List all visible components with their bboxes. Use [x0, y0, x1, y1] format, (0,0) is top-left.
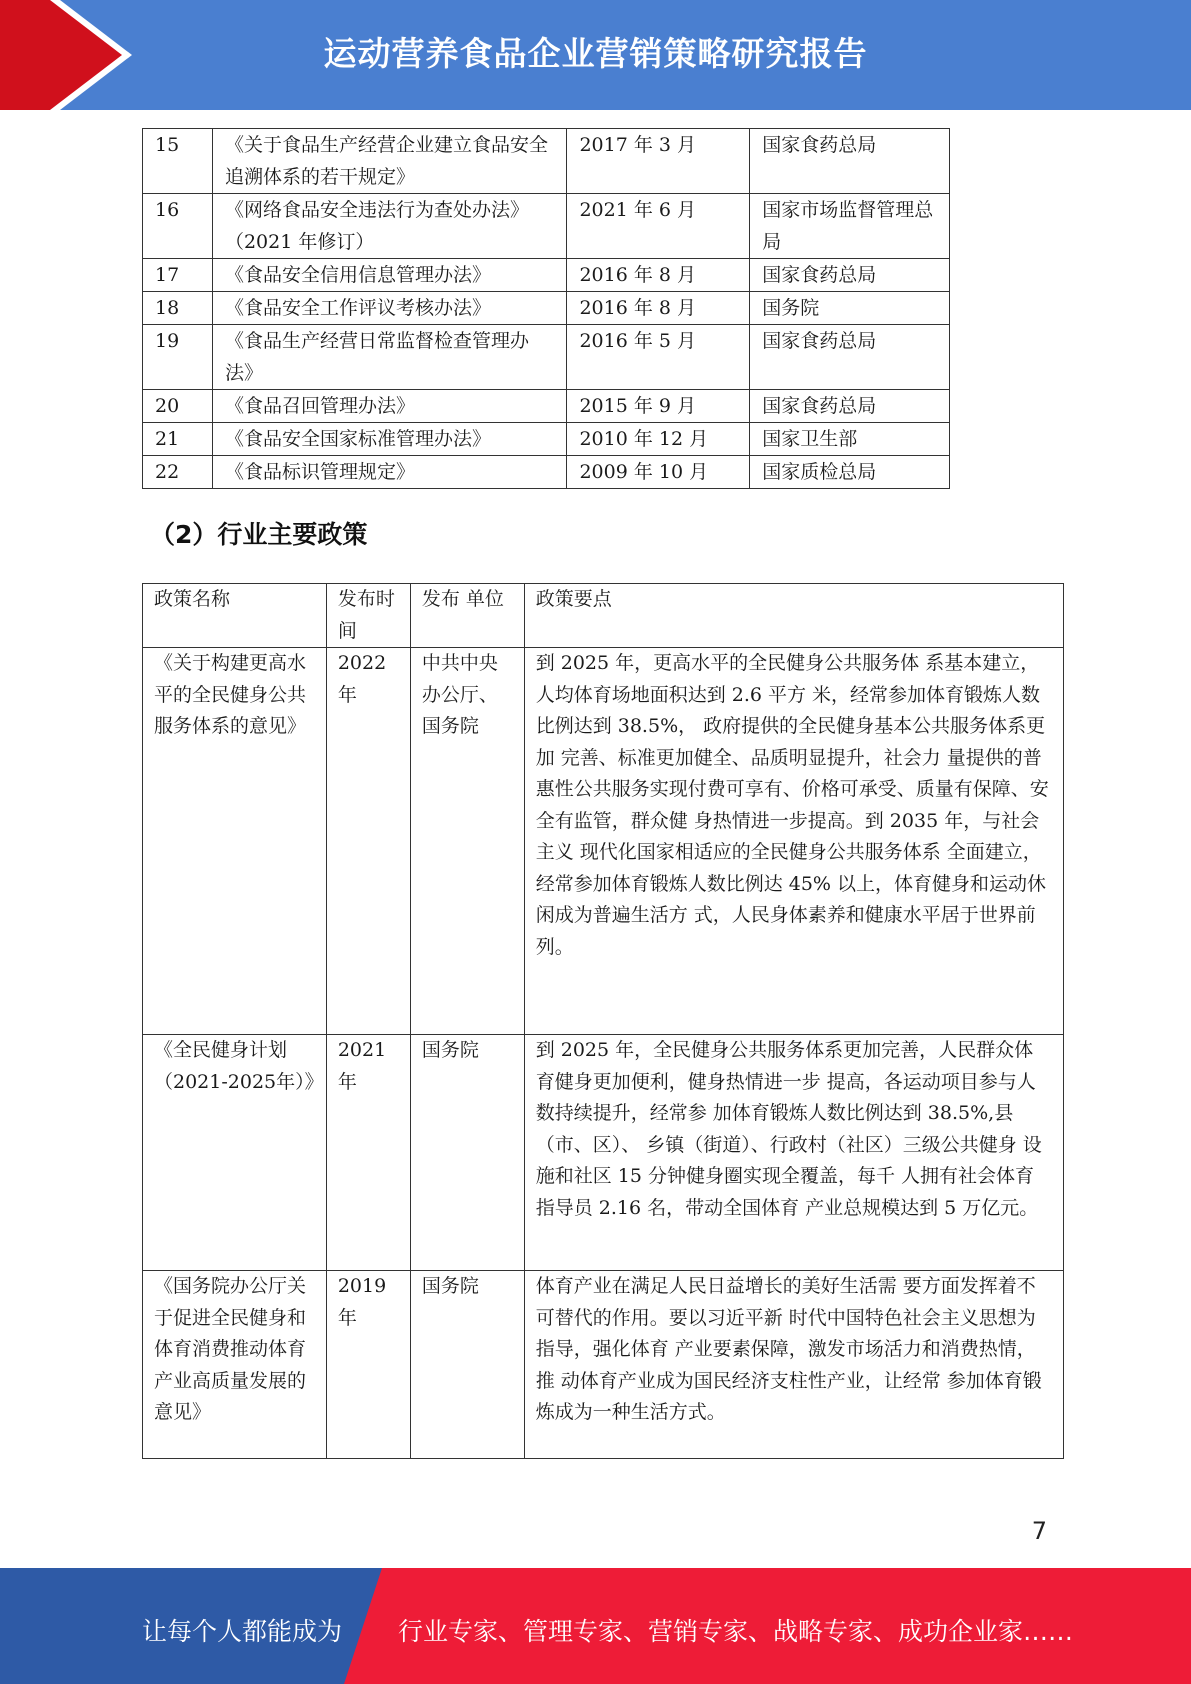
issuer: 国务院: [410, 1035, 524, 1271]
row-number: 21: [143, 423, 213, 456]
table-row: [143, 456, 950, 489]
row-number: 16: [143, 194, 213, 259]
footer-slogan-left: 让每个人都能成为: [142, 1617, 343, 1646]
table-row: [143, 390, 950, 423]
regulation-name: 《食品标识管理规定》: [212, 456, 567, 489]
policy-name: 《国务院办公厅关于促进全民健身和体育消费推动体育产业高质量发展的意见》: [143, 1271, 327, 1459]
release-time: 2021 年: [326, 1035, 410, 1271]
regulation-name: 《食品安全工作评议考核办法》: [212, 292, 567, 325]
table-row: [143, 1271, 1064, 1459]
regulation-name: 《食品生产经营日常监督检查管理办法》: [212, 325, 567, 390]
issue-date: 2009 年 10 月: [567, 456, 750, 489]
header-issuer: 发布 单位: [410, 584, 524, 648]
issue-date: 2016 年 8 月: [567, 292, 750, 325]
issuer: 中共中央办公厅、国务院: [410, 648, 524, 1035]
regulation-name: 《网络食品安全违法行为查处办法》 （2021 年修订）: [212, 194, 567, 259]
page-header: [0, 0, 1191, 110]
table-row: [143, 648, 1064, 1035]
issuing-body: 国务院: [750, 292, 950, 325]
table-row: [143, 292, 950, 325]
policy-name: 《关于构建更高水平的全民健身公共服务体系的意见》: [143, 648, 327, 1035]
regulation-name: 《食品安全国家标准管理办法》: [212, 423, 567, 456]
header-policy-name: 政策名称: [143, 584, 327, 648]
policy-name: 《全民健身计划（2021-2025年）》: [143, 1035, 327, 1271]
issuing-body: 国家食药总局: [750, 325, 950, 390]
report-title: 运动营养食品企业营销策略研究报告: [323, 34, 868, 73]
regulation-name: 《食品召回管理办法》: [212, 390, 567, 423]
regulation-name: 《关于食品生产经营企业建立食品安全追溯体系的若干规定》: [212, 129, 567, 194]
table-row: [143, 1035, 1064, 1271]
table-row: [143, 194, 950, 259]
issue-date: 2021 年 6 月: [567, 194, 750, 259]
issuing-body: 国家食药总局: [750, 129, 950, 194]
row-number: 15: [143, 129, 213, 194]
row-number: 20: [143, 390, 213, 423]
issue-date: 2010 年 12 月: [567, 423, 750, 456]
table-row: [143, 129, 950, 194]
policy-points: 到 2025 年，全民健身公共服务体系更加完善，人民群众体育健身更加便利，健身热情进一步 提高，各运动项目参与人数持续提升，经常参 加体育锻炼人数比例达到 38.5%,县（市、区）、 乡镇（街道）、行政村（社区）三级公共健身 设施和社区 15 分钟健身圈实现全覆盖，每千 人拥有社会体育指导员 2.16 名，带动全国体育 产业总规模达到 5 万亿元。: [524, 1035, 1063, 1271]
issuing-body: 国家市场监督管理总局: [750, 194, 950, 259]
release-time: 2019 年: [326, 1271, 410, 1459]
policy-table: [142, 583, 1064, 1459]
issue-date: 2016 年 5 月: [567, 325, 750, 390]
header-release-time: 发布时间: [326, 584, 410, 648]
header-policy-points: 政策要点: [524, 584, 1063, 648]
table-row: [143, 325, 950, 390]
row-number: 18: [143, 292, 213, 325]
policy-points: 体育产业在满足人民日益增长的美好生活需 要方面发挥着不可替代的作用。要以习近平新 时代中国特色社会主义思想为指导，强化体育 产业要素保障，激发市场活力和消费热情，推 动体育产业成为国民经济支柱性产业，让经常 参加体育锻炼成为一种生活方式。: [524, 1271, 1063, 1459]
issuing-body: 国家卫生部: [750, 423, 950, 456]
table-header-row: [143, 584, 1064, 648]
issue-date: 2016 年 8 月: [567, 259, 750, 292]
footer-slogan-right: 行业专家、管理专家、营销专家、战略专家、成功企业家……: [398, 1617, 1074, 1646]
row-number: 17: [143, 259, 213, 292]
issuing-body: 国家食药总局: [750, 259, 950, 292]
page-footer: [0, 1568, 1191, 1684]
row-number: 19: [143, 325, 213, 390]
policy-points: 到 2025 年，更高水平的全民健身公共服务体 系基本建立，人均体育场地面积达到 2.6 平方 米，经常参加体育锻炼人数比例达到 38.5%， 政府提供的全民健身基本公共服务体系更加 完善、标准更加健全、品质明显提升，社会力 量提供的普惠性公共服务实现付费可享有、价格可承受、质量有保障、安全有监管，群众健 身热情进一步提高。到 2035 年，与社会主义 现代化国家相适应的全民健身公共服务体系 全面建立，经常参加体育锻炼人数比例达 45% 以上，体育健身和运动休闲成为普遍生活方 式，人民身体素养和健康水平居于世界前列。: [524, 648, 1063, 1035]
issuing-body: 国家质检总局: [750, 456, 950, 489]
release-time: 2022 年: [326, 648, 410, 1035]
page-number: 7: [1031, 1517, 1047, 1545]
regulation-name: 《食品安全信用信息管理办法》: [212, 259, 567, 292]
row-number: 22: [143, 456, 213, 489]
regulation-table: [142, 128, 950, 489]
table-row: [143, 259, 950, 292]
issue-date: 2017 年 3 月: [567, 129, 750, 194]
issue-date: 2015 年 9 月: [567, 390, 750, 423]
section-heading: （2）行业主要政策: [150, 520, 368, 549]
table-row: [143, 423, 950, 456]
issuer: 国务院: [410, 1271, 524, 1459]
issuing-body: 国家食药总局: [750, 390, 950, 423]
